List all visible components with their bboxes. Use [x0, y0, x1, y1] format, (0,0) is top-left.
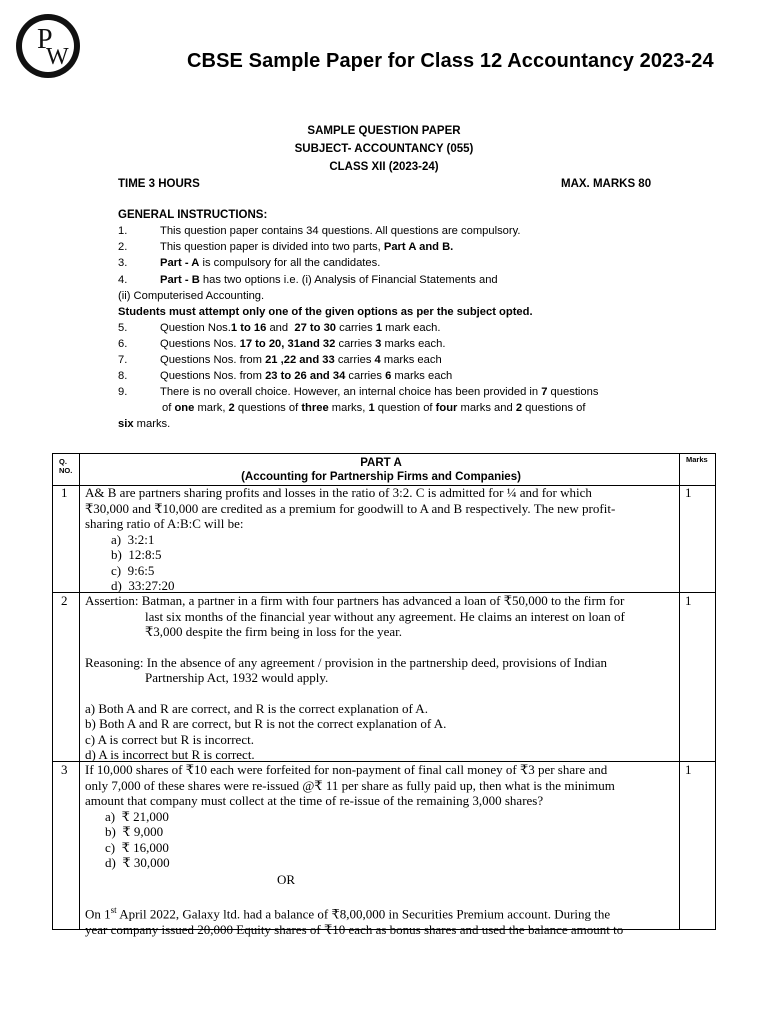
question-text: If 10,000 shares of ₹10 each were forfeited for non-payment of final call money of ₹3 per share and only 7,000 of these shares were re-issued @₹ 11 per share as fully paid up, then what is the minimum amount that company must collect at the time of re-issue of the remaining 3,000 shares? a) ₹ 21,000 b) ₹ 9,000 c) ₹ 16,000 d) ₹ 30,000 OR On 1st April 2022, Galaxy ltd. had a balance of ₹8,00,000 in Securities Premium account. During the year company issued 20,000 Equity shares of ₹10 each as bonus shares and used the balance amount to: [85, 762, 624, 937]
instruction-continuation: (ii) Computerised Accounting.: [118, 290, 265, 302]
part-a-header: PART A (Accounting for Partnership Firms and Companies): [241, 457, 521, 483]
subject-heading: SUBJECT- ACCOUNTANCY (055): [294, 143, 474, 155]
page-title: CBSE Sample Paper for Class 12 Accountancy 2023-24: [187, 50, 714, 72]
students-note: Students must attempt only one of the given options as per the subject opted.: [118, 306, 533, 318]
instruction-continuation: of one mark, 2 questions of three marks, 1 question of four marks and 2 questions of: [162, 402, 586, 414]
question-text: A& B are partners sharing profits and losses in the ratio of 3:2. C is admitted for ¼ and for which ₹30,000 and ₹10,000 are credited as a premium for goodwill to A and B respectively. The new profit- sharing ratio of A:B:C will be: a) 3:2:1 b) 12:8:5 c) 9:6:5 d) 33:27:20: [85, 485, 616, 593]
svg-text:W: W: [46, 44, 69, 70]
paper-heading: SAMPLE QUESTION PAPER: [307, 125, 461, 137]
svg-text:P: P: [37, 24, 53, 55]
max-marks-label: MAX. MARKS 80: [561, 178, 652, 190]
question-marks: 1: [685, 593, 692, 608]
question-number: 3: [61, 762, 68, 777]
question-text: Assertion: Batman, a partner in a firm with four partners has advanced a loan of ₹50,000 to the firm for last six months of the financial year without any agreement. He claims an interest on loan of ₹3,000 despite the firm being in loss for the year. Reasoning: In the absence of any agreement / provision in the partnership deed, provisions of Indian Partnership Act, 1932 would apply. a) Both A and R are correct, and R is the correct explanation of A. b) Both A and R are correct, but R is not the correct explanation of A. c) A is correct but R is incorrect. d) A is incorrect but R is correct.: [85, 593, 625, 762]
questions-table: [52, 453, 716, 937]
class-heading: CLASS XII (2023-24): [329, 161, 439, 173]
qno-header: Q. NO.: [59, 457, 73, 475]
pw-logo: [16, 14, 80, 78]
question-number: 2: [61, 593, 68, 608]
instruction-continuation: six marks.: [118, 418, 171, 430]
question-marks: 1: [685, 762, 692, 777]
marks-header: Marks: [686, 455, 708, 464]
question-marks: 1: [685, 485, 692, 500]
question-number: 1: [61, 485, 68, 500]
time-label: TIME 3 HOURS: [118, 178, 200, 190]
general-instructions-title: GENERAL INSTRUCTIONS:: [118, 209, 268, 221]
